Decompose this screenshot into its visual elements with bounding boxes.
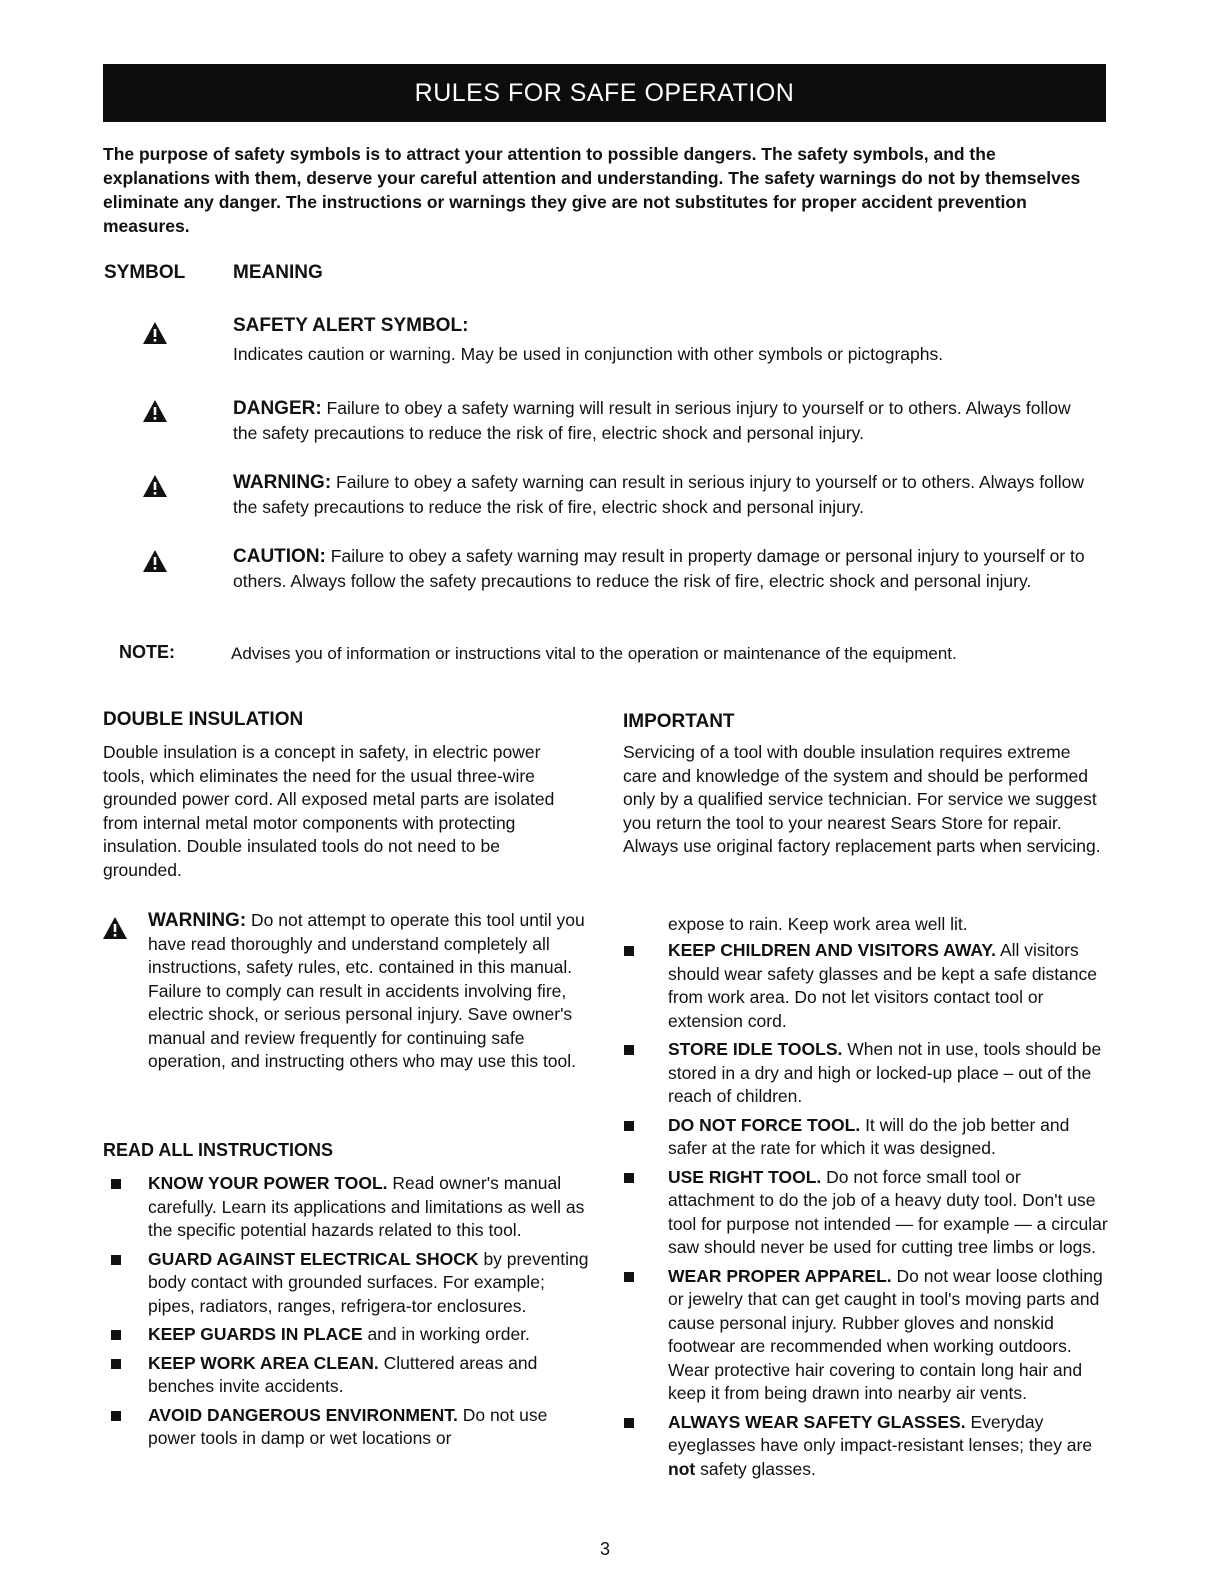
bullet-icon — [624, 946, 634, 956]
rule-title: ALWAYS WEAR SAFETY GLASSES. — [668, 1411, 966, 1432]
symbol-safety-alert — [233, 314, 1093, 366]
note-label: NOTE: — [119, 642, 175, 662]
list-item — [668, 1411, 1108, 1482]
list-item — [148, 1352, 593, 1399]
rule-title: AVOID DANGEROUS ENVIRONMENT. — [148, 1404, 458, 1425]
list-item — [668, 1114, 1108, 1161]
rule-text: Do not force small tool or attachment to do the job of a heavy duty tool. Don't use tool for purpose not intended — for example — a circular saw should never be used for cutting tree limbs or logs. — [668, 1166, 1108, 1257]
bullet-icon — [624, 1173, 634, 1183]
rule-text: It will do the job better and safer at the rate for which it was designed. — [668, 1114, 1070, 1158]
list-item — [148, 1172, 593, 1243]
important-text: Servicing of a tool with double insulation requires extreme care and knowledge of the system and should be performed only by a qualified service technician. For service we suggest you return the tool to your nearest Sears Store for repair. Always use original factory replacement parts when servicing. — [623, 742, 1101, 856]
symbol-title: DANGER: — [233, 398, 322, 419]
list-item — [148, 1404, 593, 1451]
bullet-icon — [111, 1179, 121, 1189]
important-heading: IMPORTANT — [623, 711, 735, 732]
warning-alert-icon — [143, 475, 167, 497]
double-insulation-heading: DOUBLE INSULATION — [103, 709, 304, 730]
symbol-column-heading: SYMBOL — [104, 262, 186, 283]
rule-title: KEEP WORK AREA CLEAN. — [148, 1352, 379, 1373]
rule-title: USE RIGHT TOOL. — [668, 1166, 822, 1187]
section-banner — [103, 64, 1106, 122]
symbol-title: CAUTION: — [233, 546, 326, 567]
read-all-instructions-heading: READ ALL INSTRUCTIONS — [103, 1140, 334, 1160]
symbol-text: Indicates caution or warning. May be used in conjunction with other symbols or pictographs. — [233, 344, 944, 364]
bullet-icon — [111, 1330, 121, 1340]
bullet-icon — [624, 1045, 634, 1055]
rule-title: WEAR PROPER APPAREL. — [668, 1265, 892, 1286]
continuation-text: expose to rain. Keep work area well lit. — [668, 914, 968, 934]
symbol-text: Failure to obey a safety warning can result in serious injury to yourself or to others. Always follow the safety precautions to reduce the risk of fire, electric shock and personal injury. — [233, 472, 1085, 517]
symbol-warning — [233, 470, 1093, 519]
symbol-text: Failure to obey a safety warning will result in serious injury to yourself or to others. Always follow the safety precautions to reduce the risk of fire, electric shock and personal injury. — [233, 398, 1071, 443]
symbol-caution — [233, 544, 1093, 593]
symbol-text: Failure to obey a safety warning may result in property damage or personal injury to yourself or to others. Always follow the safety precautions to reduce the risk of fire, electric shock and personal injury. — [233, 546, 1085, 591]
list-item — [148, 1323, 593, 1347]
rule-text: Everyday eyeglasses have only impact-resistant lenses; they are — [668, 1411, 1093, 1455]
rule-text: Read owner's manual carefully. Learn its applications and limitations as well as the specific potential hazards related to this tool. — [148, 1173, 585, 1240]
note-text: Advises you of information or instructions vital to the operation or maintenance of the equipment. — [231, 644, 957, 663]
rule-text: Cluttered areas and benches invite accidents. — [148, 1352, 538, 1396]
right-rules-list — [668, 939, 1108, 1486]
rule-title: STORE IDLE TOOLS. — [668, 1039, 843, 1059]
warning-title: WARNING: — [148, 910, 247, 931]
caution-alert-icon — [143, 550, 167, 572]
rule-text: and in working order. — [367, 1324, 530, 1344]
double-insulation-text: Double insulation is a concept in safety, in electric power tools, which eliminates the need for the usual three-wire grounded power cord. All exposed metal parts are isolated from internal metal motor components with protecting insulation. Double insulated tools do not need to be grounded. — [103, 742, 555, 880]
bullet-icon — [624, 1272, 634, 1282]
bullet-icon — [111, 1359, 121, 1369]
list-item — [668, 1166, 1108, 1260]
bullet-icon — [624, 1121, 634, 1131]
rule-text: by preventing body contact with grounded surfaces. For example; pipes, radiators, ranges, refrigera-tor enclosures. — [148, 1248, 589, 1316]
safety-alert-icon — [143, 322, 167, 344]
list-item — [668, 1038, 1108, 1109]
intro-paragraph: The purpose of safety symbols is to attract your attention to possible dangers. The safety symbols, and the explanations with them, deserve your careful attention and understanding. The safety warnings do not by themselves eliminate any danger. The instructions or warnings they give are not substitutes for proper accident prevention measures. — [103, 144, 1081, 236]
banner-title: RULES FOR SAFE OPERATION — [414, 78, 795, 107]
rule-title: KEEP CHILDREN AND VISITORS AWAY. — [668, 940, 997, 960]
meaning-column-heading: MEANING — [233, 262, 323, 283]
warning-box — [148, 909, 588, 1074]
rule-text: Do not use power tools in damp or wet locations or — [148, 1404, 548, 1448]
left-rules-list — [148, 1172, 593, 1456]
rule-text: Do not wear loose clothing or jewelry that can get caught in tool's moving parts and cause personal injury. Rubber gloves and nonskid footwear are recommended when working outdoors. Wear protective hair covering to contain long hair and keep it from being drawn into nearby air vents. — [668, 1265, 1103, 1403]
rule-tail: safety glasses. — [700, 1458, 816, 1479]
symbol-title: SAFETY ALERT SYMBOL: — [233, 315, 469, 336]
list-item — [148, 1248, 593, 1319]
symbol-danger — [233, 396, 1093, 445]
rule-title: DO NOT FORCE TOOL. — [668, 1114, 861, 1135]
danger-alert-icon — [143, 400, 167, 422]
rule-text: All visitors should wear safety glasses and be kept a safe distance from work area. Do not let visitors contact tool or extension cord. — [668, 940, 1098, 1031]
rule-title: KEEP GUARDS IN PLACE — [148, 1324, 363, 1344]
list-item — [668, 939, 1108, 1033]
symbol-title: WARNING: — [233, 472, 332, 493]
warning-text: Do not attempt to operate this tool until you have read thoroughly and understand completely all instructions, safety rules, etc. contained in this manual. Failure to comply can result in accidents involving fire, electric shock, or serious personal injury. Save owner's manual and review frequently for continuing safe operation, and instructing others who may use this tool. — [148, 910, 585, 1071]
rule-title: KNOW YOUR POWER TOOL. — [148, 1173, 388, 1193]
bullet-icon — [111, 1411, 121, 1421]
page-number: 3 — [600, 1539, 611, 1559]
warning-alert-icon — [103, 917, 127, 939]
list-item — [668, 1265, 1108, 1406]
rule-emphasis: not — [668, 1458, 696, 1479]
bullet-icon — [624, 1418, 634, 1428]
bullet-icon — [111, 1255, 121, 1265]
rule-text: When not in use, tools should be stored in a dry and high or locked-up place – out of the reach of children. — [668, 1039, 1102, 1106]
rule-title: GUARD AGAINST ELECTRICAL SHOCK — [148, 1248, 479, 1269]
